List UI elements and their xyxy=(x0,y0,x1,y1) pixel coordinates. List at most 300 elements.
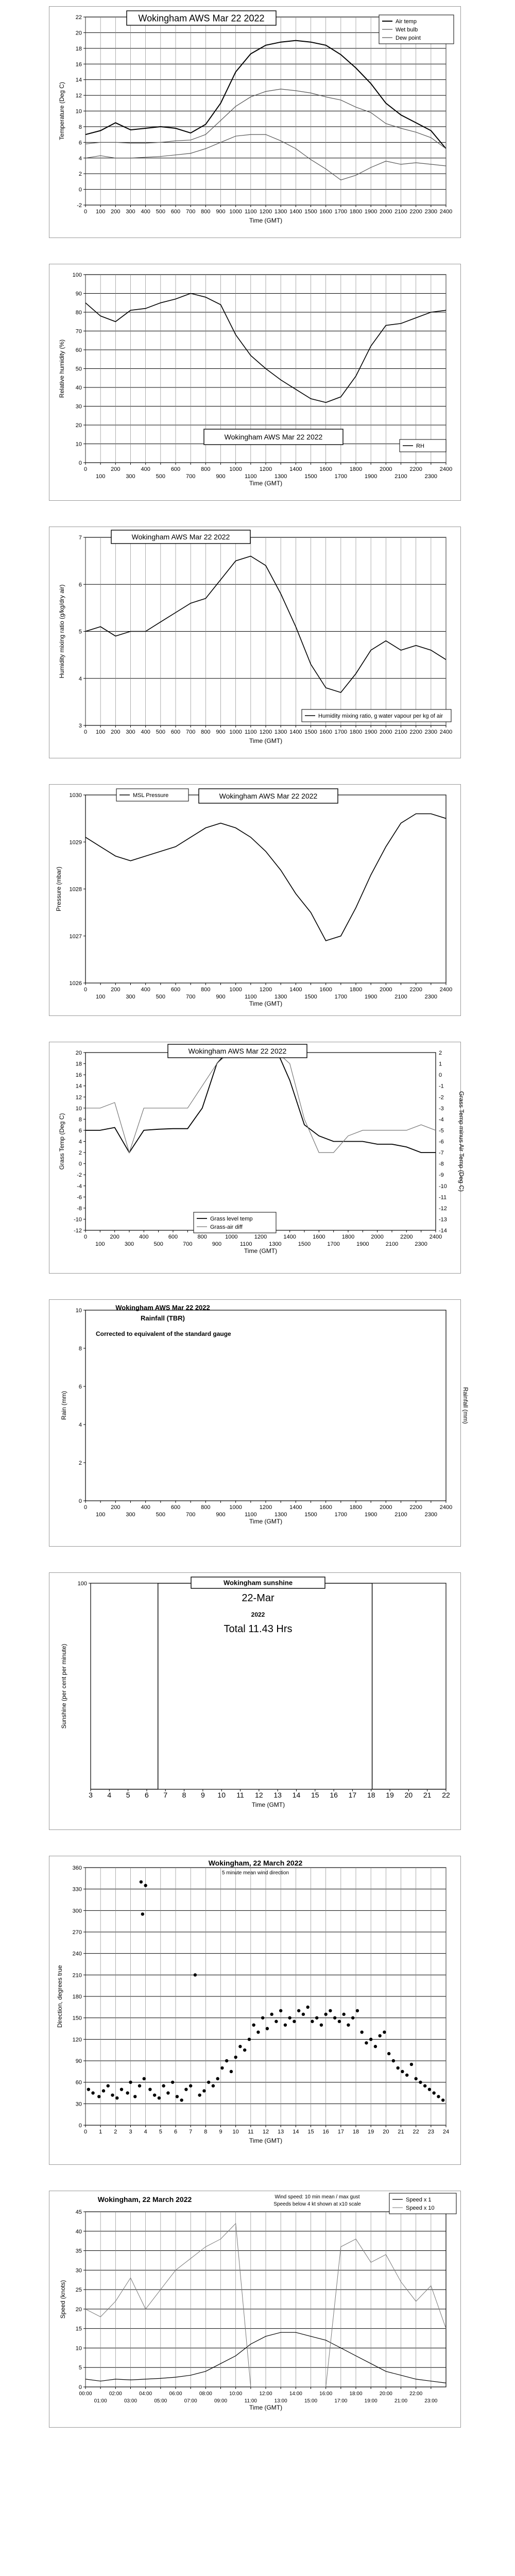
x-tick-label: 1400 xyxy=(289,1504,302,1511)
y-axis-label: Speed (knots) xyxy=(59,2280,66,2319)
data-point xyxy=(248,2038,251,2041)
x-tick-label: 09:00 xyxy=(214,2398,228,2404)
chart-note: Speeds below 4 kt shown at x10 scale xyxy=(273,2201,361,2207)
y-tick-label: 20 xyxy=(75,2306,82,2313)
legend-label: RH xyxy=(416,443,424,449)
x-tick-label: 2000 xyxy=(380,729,392,735)
y-tick-label: 1027 xyxy=(69,933,82,940)
x-tick-label: 12 xyxy=(262,2129,269,2135)
x-tick-label: 5 xyxy=(159,2129,162,2135)
x-tick-label: 18:00 xyxy=(349,2391,363,2397)
y-tick-label: 4 xyxy=(78,1139,82,1145)
data-point xyxy=(162,2084,165,2087)
y-tick-label: 50 xyxy=(75,366,82,372)
y-tick-label: 10 xyxy=(75,441,82,448)
y-tick-label: 300 xyxy=(72,1908,82,1914)
x-tick-label: 2400 xyxy=(439,466,453,472)
x-tick-label: 23 xyxy=(427,2129,434,2135)
x-tick-label: 10:00 xyxy=(229,2391,243,2397)
x-tick-label: 16 xyxy=(322,2129,329,2135)
x-tick-label: 17 xyxy=(348,1791,357,1799)
x-tick-label: 15:00 xyxy=(304,2398,318,2404)
y-tick-label: 330 xyxy=(72,1886,82,1893)
chart-year: 2022 xyxy=(251,1611,265,1618)
sunshine-chart xyxy=(49,1573,461,1831)
x-tick-label: 800 xyxy=(201,209,211,215)
data-point xyxy=(140,1880,143,1884)
data-point xyxy=(347,2023,350,2026)
x-tick-label: 18 xyxy=(367,1791,375,1799)
x-tick-label: 500 xyxy=(156,729,166,735)
x-tick-label: 1500 xyxy=(304,1512,317,1518)
data-point xyxy=(230,2070,233,2073)
data-point xyxy=(441,2098,444,2102)
x-tick-label: 2100 xyxy=(394,1512,407,1518)
data-point xyxy=(225,2059,228,2062)
chart-title: Wokingham AWS Mar 22 2022 xyxy=(219,791,318,800)
x-tick-label: 17:00 xyxy=(334,2398,348,2404)
legend-label: Speed x 10 xyxy=(406,2205,435,2211)
x-tick-label: 400 xyxy=(141,1504,150,1511)
y-axis-label: Pressure (mbar) xyxy=(55,867,62,911)
x-tick-label: 22 xyxy=(413,2129,419,2135)
x-tick-label: 1700 xyxy=(334,729,348,735)
x-tick-label: 200 xyxy=(110,1234,119,1240)
x-tick-label: 700 xyxy=(185,473,196,480)
data-point xyxy=(158,2096,161,2099)
data-point xyxy=(414,2077,417,2080)
x-tick-label: 1000 xyxy=(229,1504,242,1511)
legend-label: Grass-air diff xyxy=(210,1224,243,1230)
x-tick-label: 1500 xyxy=(298,1241,311,1247)
x-tick-label: 2300 xyxy=(424,729,438,735)
y-tick-label: -4 xyxy=(77,1183,82,1190)
y-tick-label: 120 xyxy=(72,2037,82,2043)
y2-axis-label: Grass Temp minus Air Temp (Deg C) xyxy=(458,1091,465,1192)
y-axis-label: Relative humidity (%) xyxy=(58,339,65,398)
x-tick-label: 1800 xyxy=(349,209,363,215)
grass-temp-chart xyxy=(49,1042,465,1274)
data-point xyxy=(238,2045,242,2048)
plot-area xyxy=(91,1583,446,1789)
x-tick-label: 1500 xyxy=(304,209,317,215)
x-tick-label: 1900 xyxy=(364,1512,377,1518)
y-tick-label: 8 xyxy=(78,124,82,130)
y2-tick-label: -8 xyxy=(439,1161,444,1167)
data-point xyxy=(311,2020,314,2023)
x-tick-label: 900 xyxy=(212,1241,222,1247)
data-point xyxy=(212,2084,215,2087)
chart-subtitle: Rainfall (TBR) xyxy=(141,1314,185,1322)
data-point xyxy=(365,2041,368,2044)
y2-tick-label: -6 xyxy=(439,1139,444,1145)
x-tick-label: 1600 xyxy=(313,1234,325,1240)
x-tick-label: 1300 xyxy=(274,729,287,735)
x-tick-label: 4 xyxy=(107,1791,112,1799)
y2-tick-label: -10 xyxy=(439,1183,447,1190)
x-axis-label: Time (GMT) xyxy=(251,1801,285,1808)
legend-label: Dew point xyxy=(396,35,421,41)
x-tick-label: 1800 xyxy=(349,729,363,735)
x-tick-label: 2200 xyxy=(409,729,422,735)
chart-panel-rainfall xyxy=(49,1299,469,1547)
y-axis-label: Humidity mixing ratio (g/kg/dry air) xyxy=(58,584,65,679)
x-tick-label: 1900 xyxy=(364,209,377,215)
y-tick-label: 30 xyxy=(75,2101,82,2108)
x-tick-label: 400 xyxy=(141,987,150,993)
data-point xyxy=(180,2098,183,2102)
chart-subtitle: 22-Mar xyxy=(242,1592,274,1604)
x-axis-label: Time (GMT) xyxy=(249,480,283,487)
y-tick-label: 2 xyxy=(78,1460,82,1466)
y-tick-label: 35 xyxy=(75,2248,82,2255)
y-tick-label: 5 xyxy=(78,2365,82,2371)
x-tick-label: 07:00 xyxy=(184,2398,197,2404)
x-tick-label: 1100 xyxy=(245,1512,257,1518)
x-tick-label: 11:00 xyxy=(244,2398,257,2404)
data-point xyxy=(351,2016,354,2019)
x-tick-label: 19:00 xyxy=(364,2398,377,2404)
y-tick-label: 240 xyxy=(72,1951,82,1957)
y-tick-label: 4 xyxy=(78,675,82,682)
y-tick-label: 90 xyxy=(75,291,82,297)
y-tick-label: 210 xyxy=(72,1972,82,1979)
data-point xyxy=(274,2020,278,2023)
x-tick-label: 1600 xyxy=(319,729,332,735)
x-axis-label: Time (GMT) xyxy=(249,217,283,224)
x-tick-label: 500 xyxy=(153,1241,163,1247)
x-tick-label: 2300 xyxy=(424,994,438,1000)
x-tick-label: 100 xyxy=(95,994,106,1000)
x-tick-label: 12:00 xyxy=(259,2391,272,2397)
x-tick-label: 1500 xyxy=(304,994,317,1000)
legend-label: Wet bulb xyxy=(396,27,418,33)
y-tick-label: 0 xyxy=(78,2123,82,2129)
data-point xyxy=(91,2091,94,2094)
y-tick-label: 0 xyxy=(78,1498,82,1504)
x-tick-label: 4 xyxy=(144,2129,147,2135)
y-tick-label: 7 xyxy=(78,535,82,541)
x-tick-label: 2300 xyxy=(415,1241,427,1247)
x-tick-label: 16:00 xyxy=(319,2391,333,2397)
y-tick-label: 25 xyxy=(75,2287,82,2294)
data-point xyxy=(387,2052,390,2055)
y-tick-label: 15 xyxy=(75,2326,82,2332)
x-tick-label: 1300 xyxy=(269,1241,282,1247)
y-tick-label: 100 xyxy=(72,272,82,278)
x-tick-label: 1600 xyxy=(319,209,332,215)
x-tick-label: 200 xyxy=(111,987,121,993)
y2-tick-label: -12 xyxy=(439,1205,447,1212)
data-point xyxy=(261,2016,264,2019)
data-point xyxy=(256,2030,260,2033)
y-tick-label: 360 xyxy=(72,1865,82,1871)
x-tick-label: 03:00 xyxy=(124,2398,138,2404)
pressure-chart xyxy=(49,785,461,1016)
x-tick-label: 1300 xyxy=(274,1512,287,1518)
x-tick-label: 700 xyxy=(183,1241,193,1247)
x-tick-label: 1500 xyxy=(304,473,317,480)
x-tick-label: 7 xyxy=(189,2129,193,2135)
x-tick-label: 22 xyxy=(442,1791,450,1799)
x-tick-label: 1600 xyxy=(319,987,332,993)
x-axis-label: Time (GMT) xyxy=(249,737,283,744)
data-point xyxy=(202,2089,205,2092)
x-tick-label: 20 xyxy=(383,2129,389,2135)
x-tick-label: 800 xyxy=(201,466,211,472)
x-tick-label: 600 xyxy=(170,1504,181,1511)
x-tick-label: 20 xyxy=(404,1791,413,1799)
y-tick-label: 270 xyxy=(72,1929,82,1936)
x-tick-label: 3 xyxy=(129,2129,132,2135)
y-tick-label: 2 xyxy=(78,1150,82,1157)
y2-tick-label: -4 xyxy=(439,1116,444,1123)
y-tick-label: 16 xyxy=(75,61,82,68)
data-point xyxy=(423,2084,426,2087)
chart-title: Wokingham AWS Mar 22 2022 xyxy=(224,432,323,441)
x-tick-label: 1000 xyxy=(225,1234,238,1240)
y-tick-label: 20 xyxy=(75,422,82,429)
x-tick-label: 21 xyxy=(423,1791,432,1799)
x-tick-label: 1200 xyxy=(259,1504,272,1511)
x-tick-label: 10 xyxy=(217,1791,226,1799)
y-axis-label: Temperature (Deg C) xyxy=(58,82,65,140)
x-tick-label: 2200 xyxy=(409,1504,422,1511)
data-point xyxy=(419,2080,422,2083)
chart-title: Wokingham sunshine xyxy=(223,1579,293,1587)
y2-tick-label: -11 xyxy=(439,1194,447,1201)
x-tick-label: 800 xyxy=(201,987,211,993)
x-tick-label: 9 xyxy=(200,1791,205,1799)
legend-label: Grass level temp xyxy=(210,1216,253,1222)
x-tick-label: 18 xyxy=(352,2129,359,2135)
y-tick-label: -2 xyxy=(77,202,82,209)
data-point xyxy=(207,2080,210,2083)
x-tick-label: 21 xyxy=(398,2129,404,2135)
x-tick-label: 14 xyxy=(293,2129,299,2135)
x-axis-label: Time (GMT) xyxy=(249,2137,283,2144)
x-tick-label: 16 xyxy=(330,1791,338,1799)
x-tick-label: 8 xyxy=(204,2129,208,2135)
data-point xyxy=(144,1884,147,1887)
y-tick-label: -2 xyxy=(77,1172,82,1179)
data-point xyxy=(189,2084,192,2087)
data-point xyxy=(320,2023,323,2026)
x-axis-label: Time (GMT) xyxy=(249,2404,283,2411)
data-point xyxy=(437,2095,440,2098)
legend-label: Humidity mixing ratio, g water vapour per kg of air xyxy=(318,713,443,719)
y-tick-label: 16 xyxy=(75,1072,82,1079)
rainfall-chart xyxy=(49,1300,469,1547)
legend-label: Speed x 1 xyxy=(406,2197,432,2203)
data-point xyxy=(129,2080,132,2083)
y-tick-label: 6 xyxy=(78,1127,82,1134)
x-tick-label: 08:00 xyxy=(199,2391,212,2397)
x-tick-label: 500 xyxy=(156,209,166,215)
x-tick-label: 1100 xyxy=(245,994,257,1000)
x-tick-label: 200 xyxy=(111,466,121,472)
chart-subtitle: 5 minute mean wind direction xyxy=(221,1870,289,1876)
y-tick-label: 20 xyxy=(75,30,82,37)
y-tick-label: 1028 xyxy=(69,886,82,893)
x-tick-label: 1400 xyxy=(283,1234,296,1240)
x-tick-label: 1400 xyxy=(289,987,302,993)
x-tick-label: 2200 xyxy=(409,466,422,472)
chart-title: Wokingham AWS Mar 22 2022 xyxy=(188,1046,287,1055)
x-tick-label: 600 xyxy=(170,729,181,735)
chart-subtitle: Wind speed: 10 min mean / max gust xyxy=(274,2194,360,2200)
x-tick-label: 02:00 xyxy=(109,2391,122,2397)
x-tick-label: 2000 xyxy=(380,1504,392,1511)
data-point xyxy=(194,1973,197,1976)
wind-direction-chart xyxy=(49,1856,461,2165)
x-tick-label: 300 xyxy=(126,729,135,735)
x-tick-label: 300 xyxy=(126,473,135,480)
chart-panel-sunshine xyxy=(49,1572,461,1830)
x-tick-label: 500 xyxy=(156,994,166,1000)
data-point xyxy=(432,2091,435,2094)
x-tick-label: 2400 xyxy=(439,209,453,215)
data-point xyxy=(410,2063,413,2066)
x-axis-label: Time (GMT) xyxy=(249,1518,283,1525)
x-tick-label: 0 xyxy=(83,987,88,993)
x-tick-label: 2000 xyxy=(380,209,392,215)
data-point xyxy=(143,2077,146,2080)
x-tick-label: 22:00 xyxy=(409,2391,423,2397)
x-tick-label: 1100 xyxy=(245,473,257,480)
y-tick-label: 40 xyxy=(75,385,82,391)
x-tick-label: 1300 xyxy=(274,994,287,1000)
y2-tick-label: 0 xyxy=(439,1072,442,1079)
x-tick-label: 2400 xyxy=(439,729,453,735)
x-tick-label: 0 xyxy=(83,466,88,472)
x-tick-label: 1200 xyxy=(254,1234,267,1240)
x-tick-label: 2400 xyxy=(439,987,453,993)
data-point xyxy=(288,2016,291,2019)
x-tick-label: 1300 xyxy=(274,209,287,215)
x-tick-label: 2400 xyxy=(429,1234,442,1240)
y-tick-label: 3 xyxy=(78,723,82,729)
x-tick-label: 7 xyxy=(163,1791,168,1799)
chart-panel-wind-direction xyxy=(49,1856,461,2165)
x-tick-label: 1900 xyxy=(364,473,377,480)
y-tick-label: 0 xyxy=(78,460,82,466)
y-tick-label: 1030 xyxy=(69,792,82,799)
data-point xyxy=(360,2030,363,2033)
x-tick-label: 900 xyxy=(216,994,226,1000)
x-tick-label: 200 xyxy=(111,209,121,215)
data-point xyxy=(176,2095,179,2098)
y2-tick-label: -9 xyxy=(439,1172,444,1179)
x-tick-label: 2300 xyxy=(424,1512,438,1518)
x-tick-label: 21:00 xyxy=(394,2398,408,2404)
y-tick-label: 60 xyxy=(75,347,82,353)
x-tick-label: 100 xyxy=(95,729,106,735)
x-tick-label: 1700 xyxy=(334,994,348,1000)
data-point xyxy=(297,2009,300,2012)
y2-tick-label: 1 xyxy=(439,1061,442,1067)
data-point xyxy=(293,2020,296,2023)
x-tick-label: 14:00 xyxy=(289,2391,302,2397)
x-tick-label: 700 xyxy=(185,209,196,215)
data-point xyxy=(338,2020,341,2023)
y-tick-label: -6 xyxy=(77,1194,82,1201)
chart-panel-grass-temp xyxy=(49,1042,465,1274)
y-tick-label: 180 xyxy=(72,1994,82,2000)
x-tick-label: 1000 xyxy=(229,987,242,993)
y2-tick-label: -3 xyxy=(439,1105,444,1112)
x-tick-label: 19 xyxy=(386,1791,394,1799)
x-tick-label: 600 xyxy=(170,987,181,993)
x-tick-label: 01:00 xyxy=(94,2398,107,2404)
x-tick-label: 1000 xyxy=(229,466,242,472)
plot-area xyxy=(85,1310,446,1501)
x-tick-label: 11 xyxy=(248,2129,254,2135)
x-tick-label: 2100 xyxy=(394,209,407,215)
y-tick-label: 30 xyxy=(75,403,82,410)
data-point xyxy=(133,2095,136,2098)
x-tick-label: 1800 xyxy=(349,987,363,993)
x-axis-label: Time (GMT) xyxy=(244,1247,278,1255)
x-tick-label: 15 xyxy=(307,2129,314,2135)
x-tick-label: 2000 xyxy=(380,987,392,993)
x-tick-label: 1100 xyxy=(245,729,257,735)
wind-speed-chart xyxy=(49,2191,461,2428)
x-tick-label: 700 xyxy=(185,729,196,735)
x-tick-label: 2 xyxy=(114,2129,117,2135)
data-point xyxy=(342,2013,345,2016)
x-tick-label: 1400 xyxy=(289,466,302,472)
y-tick-label: 10 xyxy=(75,2345,82,2352)
data-point xyxy=(234,2056,237,2059)
data-point xyxy=(138,2084,141,2087)
x-tick-label: 19 xyxy=(368,2129,374,2135)
y-tick-label: 8 xyxy=(78,1346,82,1352)
x-tick-label: 1700 xyxy=(334,473,348,480)
y-tick-label: 70 xyxy=(75,328,82,335)
chart-panel-humidity xyxy=(49,264,461,501)
x-tick-label: 0 xyxy=(83,209,88,215)
x-tick-label: 1400 xyxy=(289,729,302,735)
x-tick-label: 800 xyxy=(201,729,211,735)
data-point xyxy=(126,2091,129,2094)
y-tick-label: -8 xyxy=(77,1205,82,1212)
data-point xyxy=(428,2088,431,2091)
y2-tick-label: -7 xyxy=(439,1150,444,1157)
chart-title: Wokingham AWS Mar 22 2022 xyxy=(115,1303,210,1312)
x-tick-label: 05:00 xyxy=(154,2398,167,2404)
x-tick-label: 1100 xyxy=(239,1241,252,1247)
y-tick-label: 1026 xyxy=(69,980,82,987)
data-point xyxy=(102,2089,105,2092)
x-tick-label: 1300 xyxy=(274,473,287,480)
y-tick-label: 4 xyxy=(78,1422,82,1428)
x-tick-label: 00:00 xyxy=(79,2391,92,2397)
data-point xyxy=(171,2080,174,2083)
x-tick-label: 2300 xyxy=(424,473,438,480)
y-tick-label: 150 xyxy=(72,2015,82,2022)
y2-tick-label: -1 xyxy=(439,1083,444,1090)
data-point xyxy=(405,2074,408,2077)
y-axis-label: Direction, degrees true xyxy=(56,1965,63,2028)
x-tick-label: 100 xyxy=(95,1512,106,1518)
x-tick-label: 900 xyxy=(216,473,226,480)
x-tick-label: 600 xyxy=(170,466,181,472)
x-tick-label: 1600 xyxy=(319,1504,332,1511)
y-tick-label: -10 xyxy=(74,1216,82,1223)
x-tick-label: 9 xyxy=(219,2129,222,2135)
data-point xyxy=(356,2009,359,2012)
